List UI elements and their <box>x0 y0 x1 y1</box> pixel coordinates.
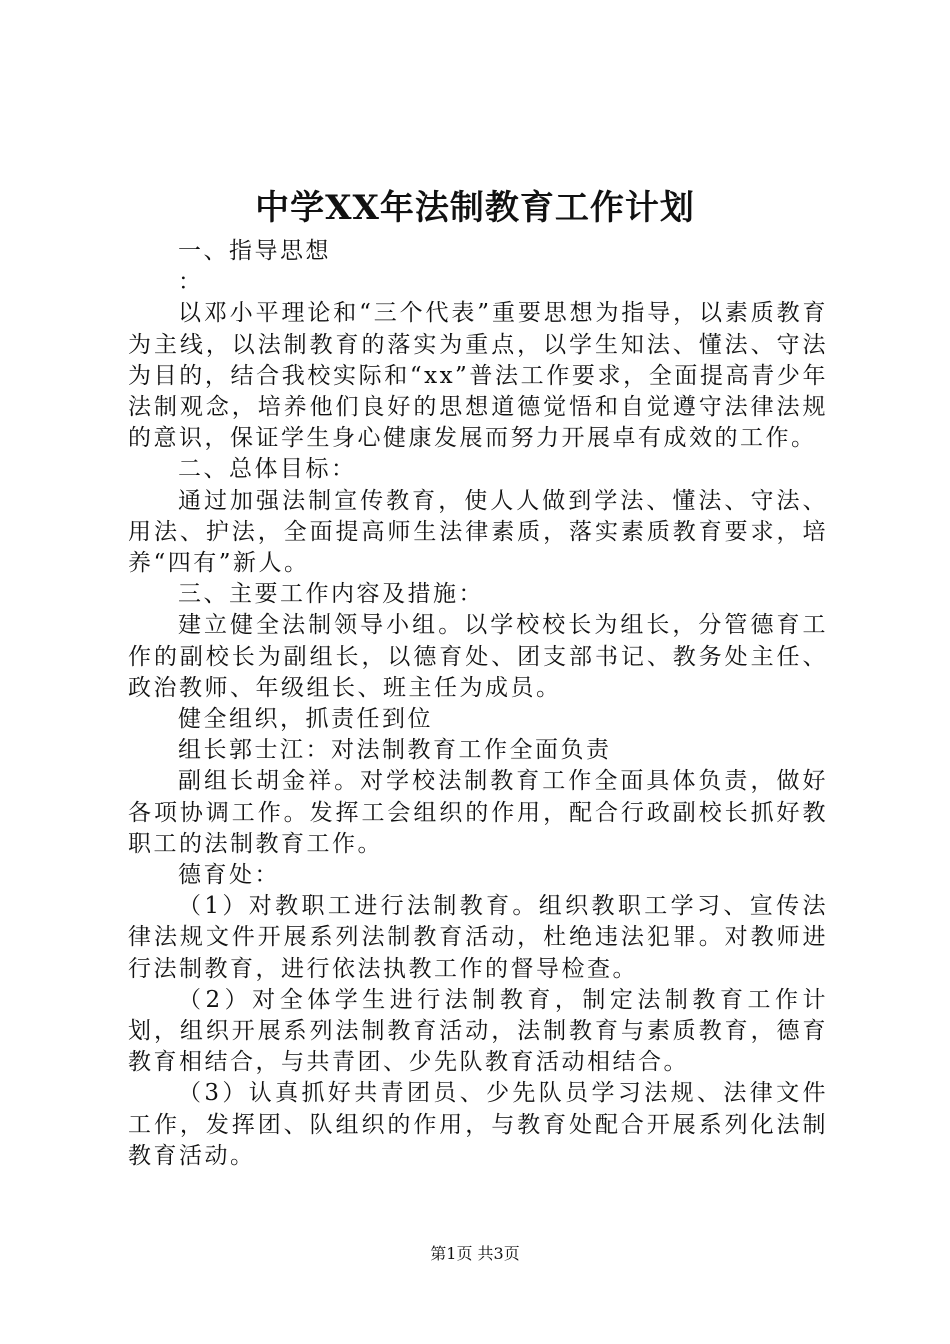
section-heading-guiding-ideology: 一、指导思想 <box>178 238 331 264</box>
paragraph-deputy-leader: 副组长胡金祥。对学校法制教育工作全面具体负责，做好各项协调工作。发挥工会组织的作用，配合行政副校长抓好教职工的法制教育工作。 <box>128 768 828 857</box>
paragraph-overall-goal: 通过加强法制宣传教育，使人人做到学法、懂法、守法、用法、护法，全面提高师生法律素质，落实素质教育要求，培养“四有”新人。 <box>128 487 828 577</box>
document-title: 中学XX年法制教育工作计划 <box>255 188 695 228</box>
page-footer: 第1页 共3页 <box>430 1244 520 1263</box>
list-item-2: （2）对全体学生进行法制教育，制定法制教育工作计划，组织开展系列法制教育活动，法制教育与素质教育，德育教育相结合，与共青团、少先队教育活动相结合。 <box>128 986 828 1076</box>
paragraph-organization: 健全组织，抓责任到位 <box>178 706 433 733</box>
title-spacer <box>128 206 828 236</box>
list-item-3: （3）认真抓好共青团员、少先队员学习法规、法律文件工作，发挥团、队组织的作用，与教育处配合开展系列化法制教育活动。 <box>128 1080 828 1169</box>
stray-colon: ： <box>178 269 204 296</box>
paragraph-guiding-ideology: 以邓小平理论和“三个代表”重要思想为指导，以素质教育为主线，以法制教育的落实为重点，以学生知法、懂法、守法为目的，结合我校实际和“xx”普法工作要求，全面提高青少年法制观念，培养他们良好的思想道德觉悟和自觉遵守法律法规的意识，保证学生身心健康发展而努力开展卓有成效的工作。 <box>128 300 828 452</box>
section-heading-main-work: 三、主要工作内容及措施： <box>178 581 484 608</box>
paragraph-moral-office: 德育处： <box>178 862 280 889</box>
list-item-1: （1）对教职工进行法制教育。组织教职工学习、宣传法律法规文件开展系列法制教育活动，杜绝违法犯罪。对教师进行法制教育，进行依法执教工作的督导检查。 <box>128 893 828 982</box>
section-heading-overall-goal: 二、总体目标： <box>178 456 357 483</box>
paragraph-group-leader: 组长郭士江：对法制教育工作全面负责 <box>178 737 612 764</box>
document-body <box>128 206 828 1172</box>
paragraph-leadership-group: 建立健全法制领导小组。以学校校长为组长，分管德育工作的副校长为副组长，以德育处、团支部书记、教务处主任、政治教师、年级组长、班主任为成员。 <box>128 612 828 701</box>
